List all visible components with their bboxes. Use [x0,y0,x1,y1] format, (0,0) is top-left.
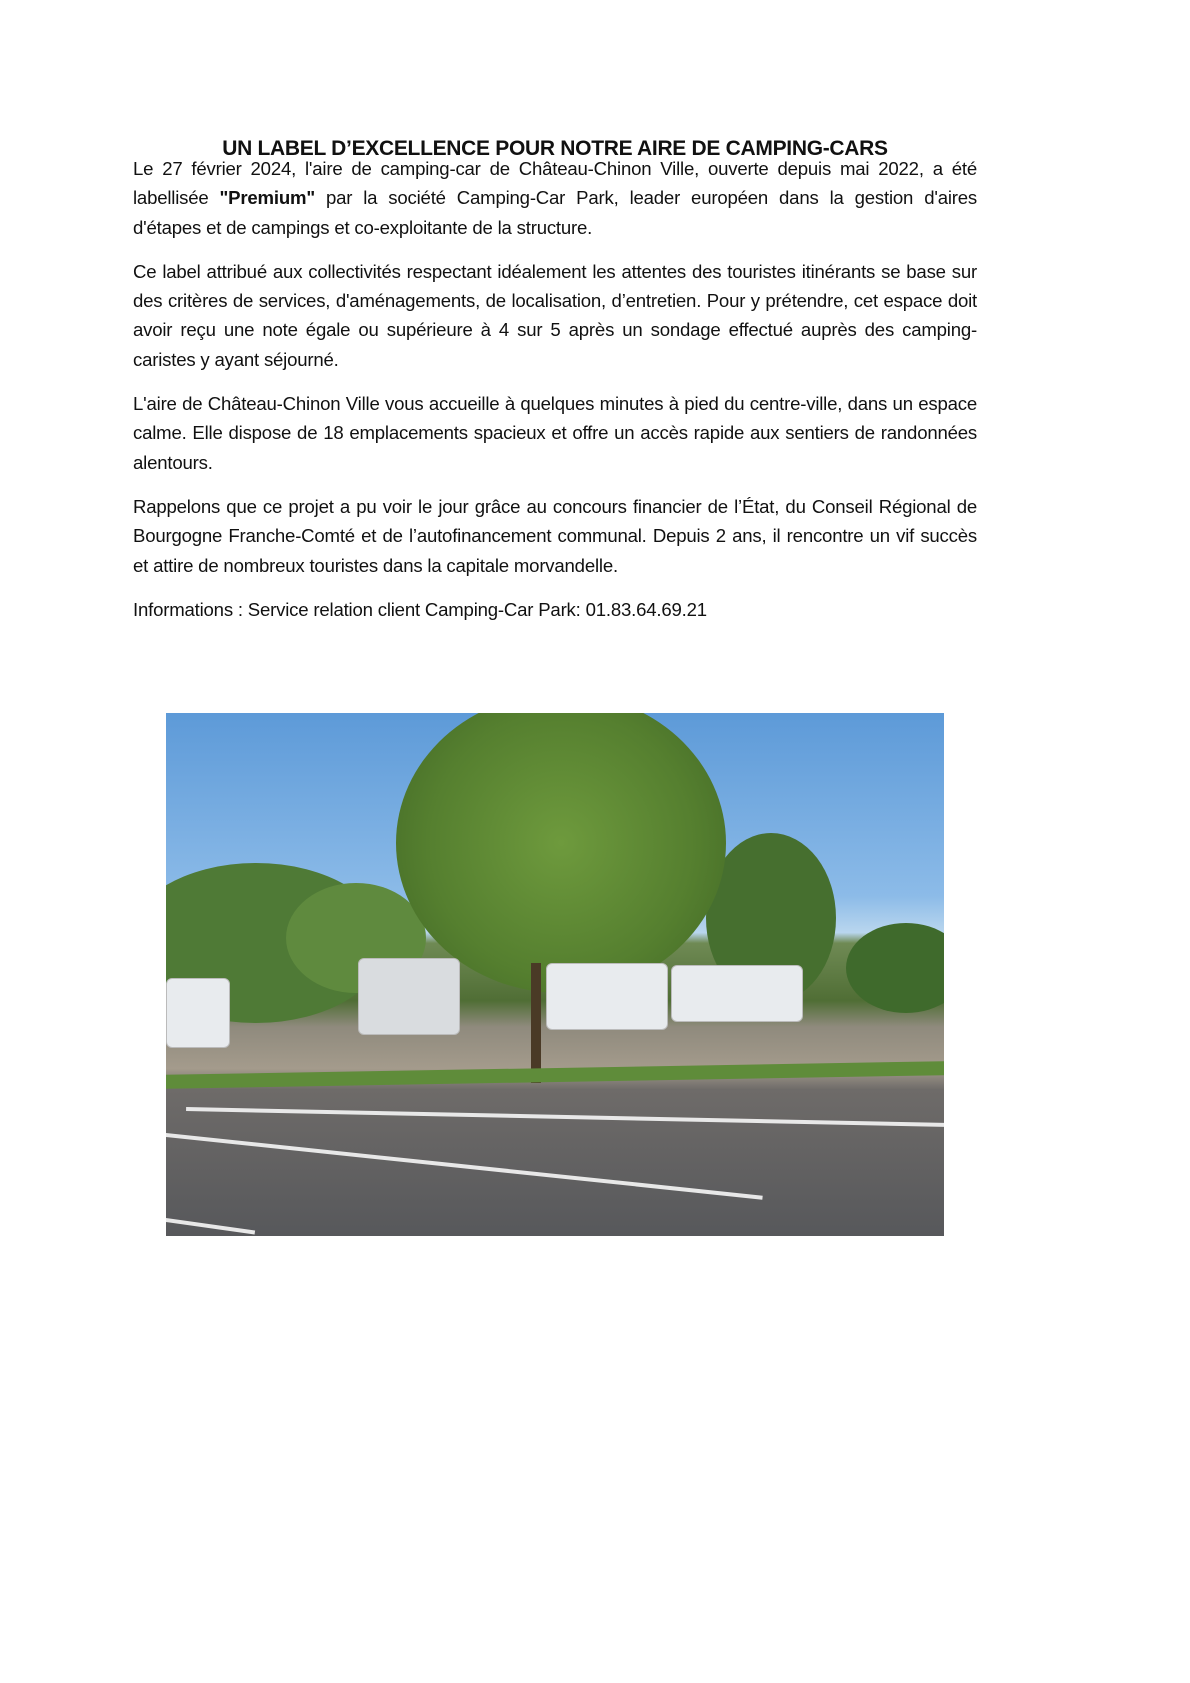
paragraph-site-description: L'aire de Château-Chinon Ville vous accueille à quelques minutes à pied du centre-ville, dans un espace calme. Elle dispose de 18 emplacements spacieux et offre un accès rapide aux sentiers de randonnées alentours. [133,393,977,473]
paragraph-funding: Rappelons que ce projet a pu voir le jour grâce au concours financier de l’État, du Conseil Régional de Bourgogne Franche-Comté et de l’autofinancement communal. Depuis 2 ans, il rencontre un vif succès et attire de nombreux touristes dans la capitale morvandelle. [133,495,977,576]
paragraph-intro [133,154,977,242]
camping-car-area-photo [166,713,944,1236]
article-body [133,154,977,639]
text: Le 27 février 2024, l'aire de camping-car de Château-Chinon Ville, ouverte depuis mai 2022, a été labellisée [133,158,977,209]
paragraph-contact: Informations : Service relation client Camping-Car Park: 01.83.64.69.21 [133,598,707,620]
paragraph-label-criteria: Ce label attribué aux collectivités respectant idéalement les attentes des touristes itinérants se base sur des critères de services, d'aménagements, de localisation, d’entretien. Pour y prétendre, cet espace doit avoir reçu une note égale ou supérieure à 4 sur 5 après un sondage effectué auprès des camping-caristes y ayant séjourné. [133,260,977,370]
text: par la société Camping-Car Park, leader européen dans la gestion d'aires d'étapes et de campings et co-exploitante de la structure. [133,187,977,238]
premium-label: "Premium" [219,187,315,209]
page-title: UN LABEL D’EXCELLENCE POUR NOTRE AIRE DE CAMPING-CARS [222,137,888,160]
